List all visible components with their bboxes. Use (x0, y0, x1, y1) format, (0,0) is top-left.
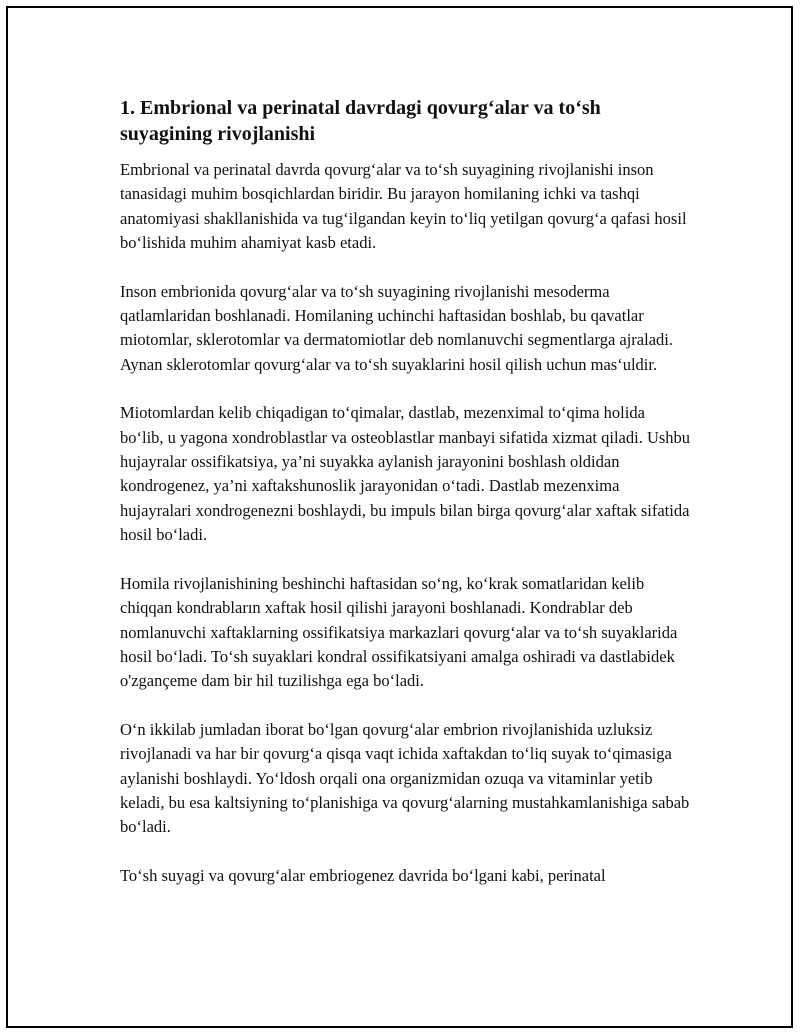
paragraph: O‘n ikkilab jumladan iborat bo‘lgan qovurg‘alar embrion rivojlanishida uzluksiz rivojlanadi va har bir qovurg‘a qisqa vaqt ichida xaftakdan to‘liq suyak to‘qimasiga aylanishi boshlaydi. Yo‘ldosh orqali ona organizmidan ozuqa va vitaminlar yetib keladi, bu esa kaltsiyning to‘planishiga va qovurg‘alarning mustahkamlanishiga sabab bo‘ladi. (120, 719, 690, 837)
document-content (120, 95, 692, 912)
paragraph: Homila rivojlanishining beshinchi haftasidan so‘ng, ko‘krak somatlaridan kelib chiqqan kondrabların xaftak hosil qilishi jarayoni boshlanadi. Kondrablar deb nomlanuvchi xaftaklarning ossifikatsiya markazlari qovurg‘alar va to‘sh suyaklarida hosil bo‘ladi. To‘sh suyaklari kondral ossifikatsiyani amalga oshiradi va dastlabidek o'zgançeme dam bir hil tuzilishga ega bo‘ladi. (120, 573, 678, 691)
paragraph: Embrional va perinatal davrda qovurg‘alar va to‘sh suyagining rivojlanishi inson tanasidagi muhim bosqichlardan biridir. Bu jarayon homilaning ichki va tashqi anatomiyasi shakllanishida va tug‘ilgandan keyin to‘liq yetilgan qovurg‘a qafasi hosil bo‘lishida muhim ahamiyat kasb etadi. (120, 160, 687, 253)
section-heading: 1. Embrional va perinatal davrdagi qovurg‘alar va to‘sh suyagining rivojlanishi (120, 97, 601, 145)
paragraph: Miotomlardan kelib chiqadigan to‘qimalar, dastlab, mezenximal to‘qima holida bo‘lib, u yagona xondroblastlar va osteoblastlar manbayi sifatida xizmat qiladi. Ushbu hujayralar ossifikatsiya, ya’ni suyakka aylanish jarayonini boshlash oldidan kondrogenez, ya’ni xaftakshunoslik jarayonidan o‘tadi. Dastlab mezenxima hujayralari xondrogenezni boshlaydi, bu impuls bilan birga qovurg‘alar xaftak sifatida hosil bo‘ladi. (120, 403, 691, 545)
paragraph: To‘sh suyagi va qovurg‘alar embriogenez davrida bo‘lgani kabi, perinatal (120, 865, 606, 885)
paragraph: Inson embrionida qovurg‘alar va to‘sh suyagining rivojlanishi mesoderma qatlamlaridan boshlanadi. Homilaning uchinchi haftasidan boshlab, bu qavatlar miotomlar, sklerotomlar va dermatomiotlar deb nomlanuvchi segmentlarga ajraladi. Aynan sklerotomlar qovurg‘alar va to‘sh suyaklarini hosil qilish uchun mas‘uldir. (120, 281, 673, 374)
document-page (6, 6, 793, 1028)
